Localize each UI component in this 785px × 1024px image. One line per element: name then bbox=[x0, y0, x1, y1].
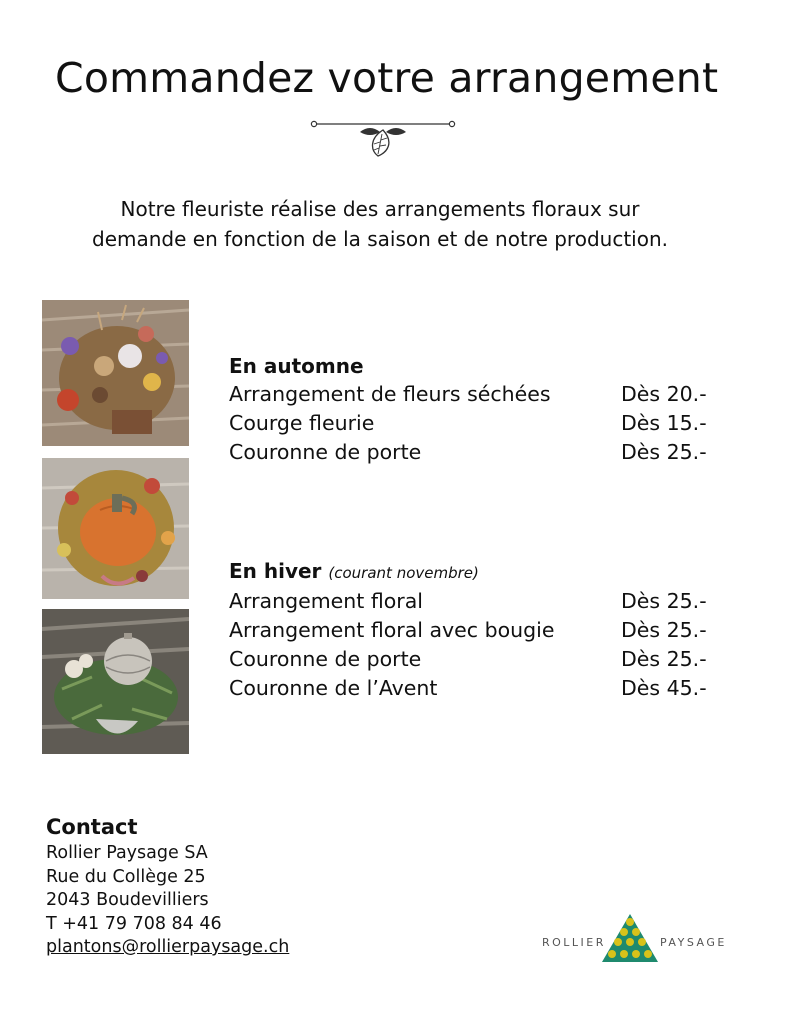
contact-heading: Contact bbox=[46, 815, 138, 839]
item-price: Dès 25.- bbox=[621, 440, 707, 464]
item-price: Dès 25.- bbox=[621, 618, 707, 642]
price-list-item bbox=[229, 645, 749, 674]
company-name: Rollier Paysage SA bbox=[46, 843, 208, 863]
pumpkin-wreath-photo bbox=[42, 458, 189, 599]
item-price: Dès 20.- bbox=[621, 382, 707, 406]
city-address: 2043 Boudevilliers bbox=[46, 890, 209, 910]
logo-word-left: ROLLIER bbox=[542, 936, 606, 949]
item-name: Couronne de porte bbox=[229, 647, 422, 671]
price-list-item bbox=[229, 587, 749, 616]
item-name: Couronne de porte bbox=[229, 440, 422, 464]
winter-section bbox=[229, 557, 749, 703]
intro-line: Notre fleuriste réalise des arrangements floraux sur bbox=[120, 197, 640, 221]
rollier-paysage-logo bbox=[540, 910, 730, 970]
logo-word-right: PAYSAGE bbox=[660, 936, 727, 949]
intro-text bbox=[20, 194, 740, 254]
item-price: Dès 25.- bbox=[621, 647, 707, 671]
autumn-heading: En automne bbox=[229, 354, 364, 378]
contact-block bbox=[46, 812, 406, 960]
price-list-item bbox=[229, 438, 749, 467]
price-list-item bbox=[229, 674, 749, 703]
winter-heading-label: En hiver bbox=[229, 559, 322, 583]
dried-flowers-photo bbox=[42, 300, 189, 446]
price-list-item bbox=[229, 380, 749, 409]
intro-line: demande en fonction de la saison et de notre production. bbox=[92, 227, 668, 251]
autumn-section bbox=[229, 352, 749, 467]
phone-number: T +41 79 708 84 46 bbox=[46, 913, 222, 934]
winter-bauble-photo bbox=[42, 609, 189, 754]
tree-triangle-icon bbox=[600, 910, 660, 966]
email-link[interactable]: plantons@rollierpaysage.ch bbox=[46, 937, 290, 957]
item-price: Dès 45.- bbox=[621, 676, 707, 700]
page-title: Commandez votre arrangement bbox=[55, 54, 719, 102]
item-name: Couronne de l’Avent bbox=[229, 676, 438, 700]
winter-heading-note: (courant novembre) bbox=[328, 564, 479, 582]
item-name: Arrangement de fleurs séchées bbox=[229, 382, 551, 406]
item-price: Dès 25.- bbox=[621, 589, 707, 613]
winter-heading bbox=[229, 557, 749, 587]
item-price: Dès 15.- bbox=[621, 411, 707, 435]
item-name: Arrangement floral bbox=[229, 589, 423, 613]
price-list-item bbox=[229, 409, 749, 438]
item-name: Courge fleurie bbox=[229, 411, 375, 435]
street-address: Rue du Collège 25 bbox=[46, 866, 206, 887]
price-list-item bbox=[229, 616, 749, 645]
leaf-divider-icon bbox=[308, 116, 458, 162]
item-name: Arrangement floral avec bougie bbox=[229, 618, 555, 642]
